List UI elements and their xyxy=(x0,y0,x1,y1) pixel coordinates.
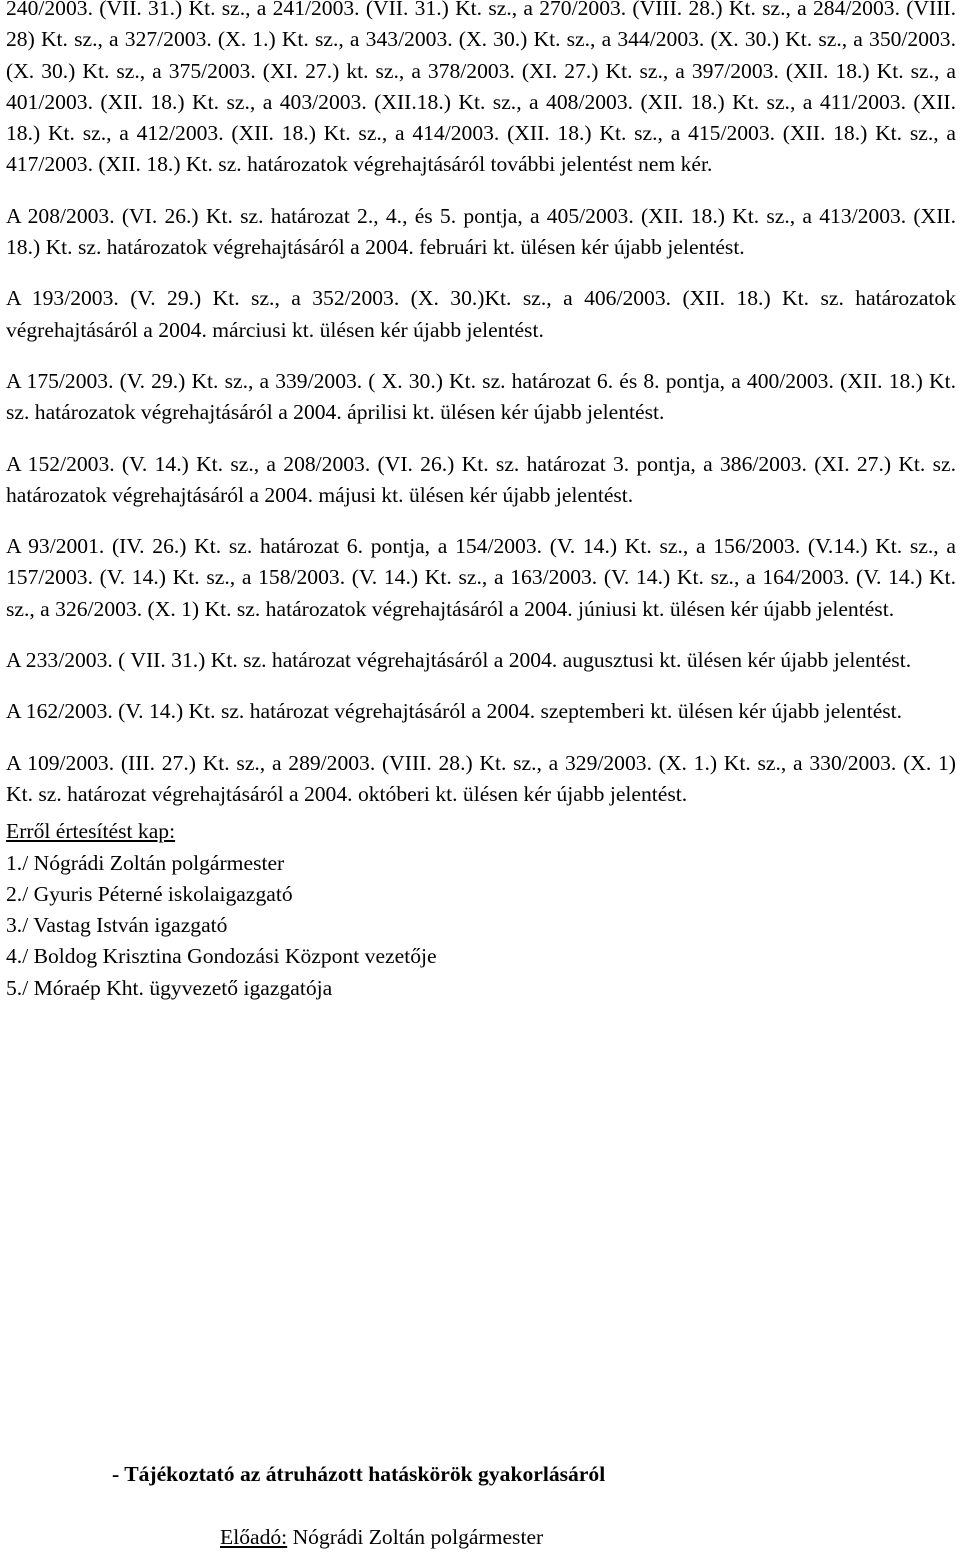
paragraph-august-report: A 233/2003. ( VII. 31.) Kt. sz. határozat végrehajtásáról a 2004. augusztusi kt. ülésen kér újabb jelentést. xyxy=(6,648,912,673)
recipient-item: 4./ Boldog Krisztina Gondozási Központ vezetője xyxy=(6,944,437,969)
paragraph-resolutions-no-further-report: 240/2003. (VII. 31.) Kt. sz., a 241/2003. (VII. 31.) Kt. sz., a 270/2003. (VIII. 28.) Kt. sz., a 284/2003. (VIII. 28) Kt. sz., a 327/2003. (X. 1.) Kt. sz., a 343/2003. (X. 30.) Kt. sz., a 344/2003. (X. 30.) Kt. sz., a 350/2003. (X. 30.) Kt. sz., a 375/2003. (XI. 27.) kt. sz., a 378/2003. (XI. 27.) Kt. sz., a 397/2003. (XII. 18.) Kt. sz., a 401/2003. (XII. 18.) Kt. sz., a 403/2003. (XII.18.) Kt. sz., a 408/2003. (XII. 18.) Kt. sz., a 411/2003. (XII. 18.) Kt. sz., a 412/2003. (XII. 18.) Kt. sz., a 414/2003. (XII. 18.) Kt. sz., a 415/2003. (XII. 18.) Kt. sz., a 417/2003. (XII. 18.) Kt. sz. határozatok végrehajtásáról további jelentést nem kér. xyxy=(6,0,956,177)
recipient-item: 5./ Móraép Kht. ügyvezető igazgatója xyxy=(6,975,333,1000)
presenter-name: Nógrádi Zoltán polgármester xyxy=(287,1525,544,1549)
paragraph-october-report: A 109/2003. (III. 27.) Kt. sz., a 289/2003. (VIII. 28.) Kt. sz., a 329/2003. (X. 1.) Kt. sz., a 330/2003. (X. 1) Kt. sz. határozat végrehajtásáról a 2004. októberi kt. ülésen kér újabb jelentést. xyxy=(6,750,956,806)
presenter-label: Előadó: xyxy=(220,1525,288,1549)
recipient-list xyxy=(6,848,956,1004)
paragraph-september-report: A 162/2003. (V. 14.) Kt. sz. határozat végrehajtásáról a 2004. szeptemberi kt. ülésen kér újabb jelentést. xyxy=(6,699,903,724)
notification-heading: Erről értesítést kap: xyxy=(6,819,176,844)
paragraph-april-report: A 175/2003. (V. 29.) Kt. sz., a 339/2003. ( X. 30.) Kt. sz. határozat 6. és 8. pontja, a 400/2003. (XII. 18.) Kt. sz. határozatok végrehajtásáról a 2004. áprilisi kt. ülésen kér újabb jelentést. xyxy=(6,368,956,425)
recipient-item: 3./ Vastag István igazgató xyxy=(6,913,228,938)
presenter-line xyxy=(220,1522,543,1553)
notification-section xyxy=(6,816,956,1004)
paragraph-june-report: A 93/2001. (IV. 26.) Kt. sz. határozat 6. pontja, a 154/2003. (V. 14.) Kt. sz., a 156/2003. (V.14.) Kt. sz., a 157/2003. (V. 14.) Kt. sz., a 158/2003. (V. 14.) Kt. sz., a 163/2003. (V. 14.) Kt. sz., a 164/2003. (V. 14.) Kt. sz., a 326/2003. (X. 1) Kt. sz. határozatok végrehajtásáról a 2004. júniusi kt. ülésen kér újabb jelentést. xyxy=(6,534,956,621)
paragraph-march-report: A 193/2003. (V. 29.) Kt. sz., a 352/2003. (X. 30.)Kt. sz., a 406/2003. (XII. 18.) Kt. sz. határozatok végrehajtásáról a 2004. márciusi kt. ülésen kér újabb jelentést. xyxy=(6,286,956,342)
paragraph-february-report: A 208/2003. (VI. 26.) Kt. sz. határozat 2., 4., és 5. pontja, a 405/2003. (XII. 18.) Kt. sz., a 413/2003. (XII. 18.) Kt. sz. határozatok végrehajtásáról a 2004. februári kt. ülésen kér újabb jelentést. xyxy=(6,203,956,260)
document-page xyxy=(6,0,956,1004)
paragraph-may-report: A 152/2003. (V. 14.) Kt. sz., a 208/2003. (VI. 26.) Kt. sz. határozat 3. pontja, a 386/2003. (XI. 27.) Kt. sz. határozatok végrehajtásáról a 2004. májusi kt. ülésen kér újabb jelentést. xyxy=(6,451,956,507)
recipient-item: 1./ Nógrádi Zoltán polgármester xyxy=(6,850,285,875)
agenda-item-heading: - Tájékoztató az átruházott hatáskörök gyakorlásáról xyxy=(112,1462,606,1486)
recipient-item: 2./ Gyuris Péterné iskolaigazgató xyxy=(6,881,293,906)
